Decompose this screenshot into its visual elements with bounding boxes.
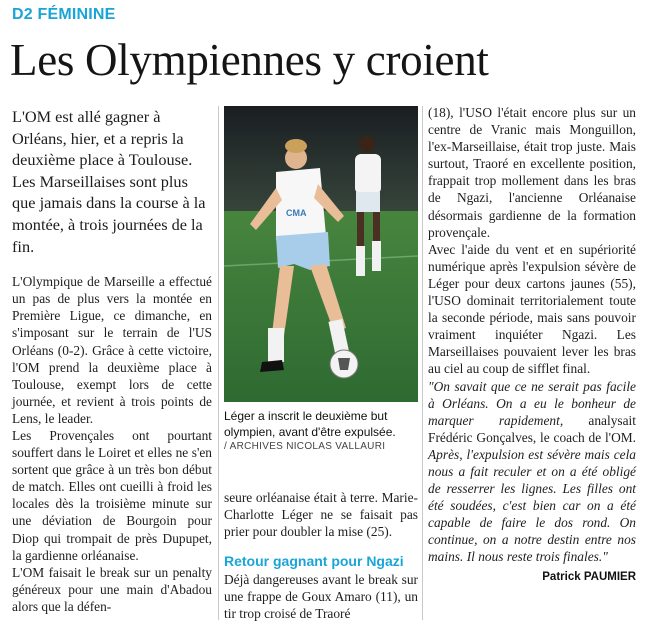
match-photo	[224, 106, 418, 402]
column-divider	[218, 106, 219, 620]
body-paragraph: seure orléanaise était à terre. Marie-Charlotte Léger ne se faisait pas prier pour doubler la mise (25).	[224, 490, 418, 540]
body-paragraph: L'OM faisait le break sur un penalty généreux pour une main d'Abadou alors que la défen-	[12, 564, 212, 614]
quote-paragraph	[428, 378, 636, 566]
headline: Les Olympiennes y croient	[10, 35, 489, 85]
column-3	[428, 104, 636, 583]
football	[330, 350, 358, 378]
lead-paragraph: L'OM est allé gagner à Orléans, hier, et a repris la deuxième place à Toulouse. Les Marseillaises sont plus que jamais dans la course à la montée, à trois journées de la fin.	[12, 107, 206, 256]
body-paragraph: L'Olympique de Marseille a effectué un pas de plus vers la montée en Première Ligue, ce dimanche, en s'imposant sur le terrain de l'US Orléans (0-2). Grâce à cette victoire, l'OM prend la deuxième place à Toulouse, exempt lors de cette journée, et revient à trois points de Lens, le leader.	[12, 274, 212, 426]
quote-text: Après, l'expulsion est sévère mais cela nous a fait reculer et on a été obligé de resserrer les lignes. Les filles ont été soudées, c'est bien car on a été capable de faire le dos rond. On continue, on a notre destin entre nos mains. Il nous reste trois finales."	[428, 446, 636, 565]
photo-caption: Léger a inscrit le deuxième but olympien, avant d'être expulsée.	[224, 409, 396, 439]
rubric: D2 FÉMININE	[12, 6, 116, 23]
body-paragraph: (18), l'USO l'était encore plus sur un centre de Vranic mais Monguillon, l'ex-Marseillaise, était trop juste. Mais surtout, Traoré en excellente position, frappait trop mollement dans les bras de Ngazi, l'ancienne Orléanaise désormais gardienne de la formation provençale.	[428, 105, 636, 240]
column-1	[12, 106, 212, 615]
column-2	[224, 106, 418, 623]
svg-text:CMA: CMA	[286, 208, 307, 218]
body-paragraph: Déjà dangereuses avant le break sur une frappe de Goux Amaro (11), un tir trop croisé de Traoré	[224, 572, 418, 622]
match-photo-illustration	[224, 106, 418, 402]
author-byline: Patrick PAUMIER	[542, 570, 636, 583]
subheading: Retour gagnant pour Ngazi	[224, 553, 404, 570]
column-divider	[422, 106, 423, 620]
body-paragraph: Les Provençales ont pourtant souffert dans le Loiret et elles ne s'en sortent que grâce à un très bon début de match. Elles ont cueilli à froid les locales dès la troisième minute sur une déviation de Bourgoin pour Diop qui trompait de près Dupupet, la gardienne orléanaise.	[12, 428, 212, 563]
photo-credit: / ARCHIVES NICOLAS VALLAURI	[224, 441, 386, 452]
quote-attribution: analysait Frédéric Gonçalves, le coach de l'OM.	[428, 412, 636, 445]
quote-text: "On savait que ce ne serait pas facile à Orléans. On a eu le bonheur de marquer rapidement,	[428, 378, 636, 428]
body-paragraph: Avec l'aide du vent et en supériorité numérique après l'expulsion sévère de Léger pour deux cartons jaunes (55), l'USO dominait territorialement toute la seconde période, mais sans pouvoir vraiment inquiéter Ngazi. Les Marseillaises pouvaient lever les bras au ciel au coup de sifflet final.	[428, 241, 636, 377]
